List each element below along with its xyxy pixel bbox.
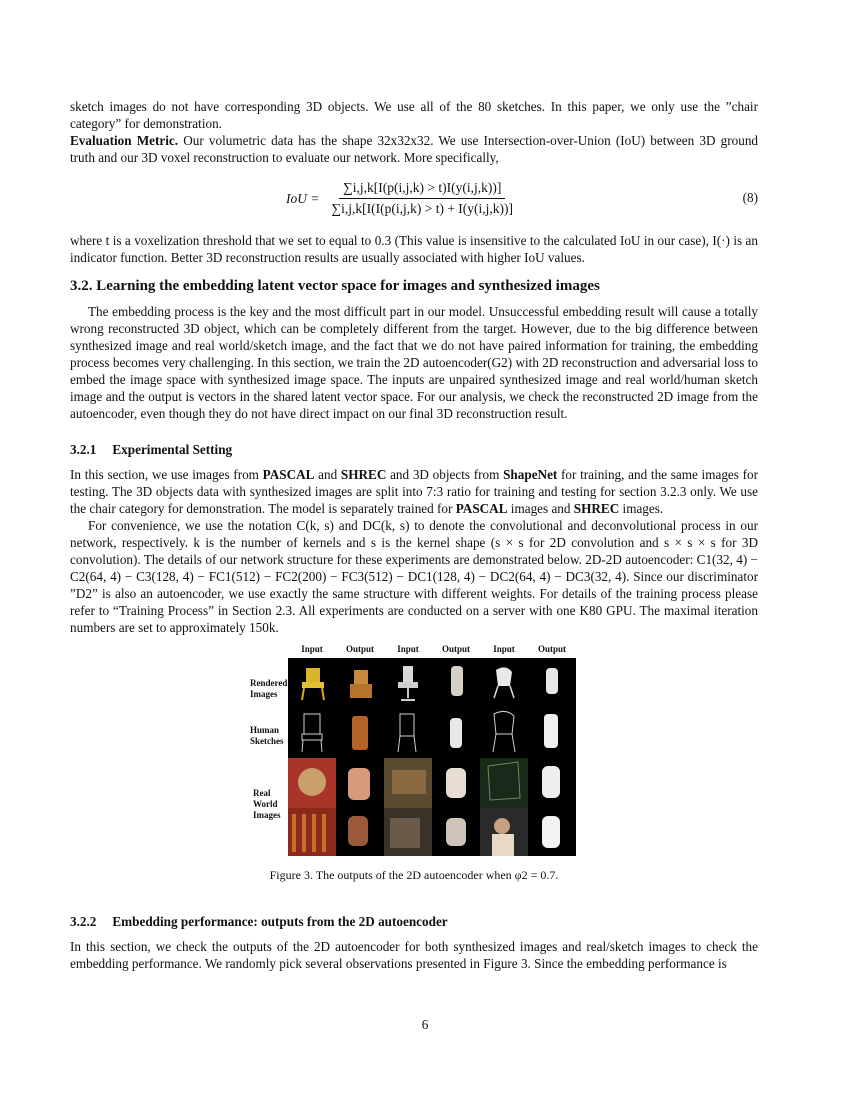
- text-run: and 3D objects from: [386, 467, 504, 482]
- figure-col-label: Input: [397, 644, 419, 654]
- dataset-shapenet: ShapeNet: [503, 467, 558, 482]
- evaluation-metric-text: Our volumetric data has the shape 32x32x32. We use Intersection-over-Union (IoU) between 3D ground truth and our 3D voxel reconstruction to evaluate our network. More specifically,: [70, 133, 759, 165]
- dataset-pascal: PASCAL: [455, 501, 508, 516]
- experimental-setting-paragraph-1: [70, 466, 758, 517]
- intro-paragraph: sketch images do not have corresponding 3D objects. We use all of the 80 sketches. In this paper, we only use the ”chair category” for demonstration.: [70, 99, 758, 131]
- page-body: [70, 98, 758, 972]
- section-3-2-1-heading: [70, 442, 758, 458]
- real-image-output-2: [446, 768, 466, 846]
- real-image-input-3: [480, 758, 528, 856]
- rendered-chair-input-2: [398, 666, 418, 700]
- text-run: and: [314, 467, 341, 482]
- dataset-shrec: SHREC: [340, 467, 387, 482]
- section-3-2-1-title: Experimental Setting: [112, 442, 233, 457]
- equation-number: (8): [742, 190, 758, 205]
- equation-lhs: IoU =: [286, 190, 320, 206]
- after-equation-paragraph: where t is a voxelization threshold that we set to equal to 0.3 (This value is insensitive to the calculated IoU in our case), I(·) is an indicator function. Better 3D reconstruction results are usually associated with higher IoU values.: [70, 233, 758, 265]
- evaluation-metric-paragraph: [70, 132, 758, 166]
- sketch-chair-output-1: [352, 716, 368, 750]
- figure-col-label: Output: [441, 644, 470, 654]
- embedding-performance-paragraph: In this section, we check the outputs of the 2D autoencoder for both synthesized images and real/sketch images to check the embedding performance. We randomly pick several observations presented in Figure 3. Since the embedding performance is: [70, 939, 758, 971]
- rendered-chair-output-2: [451, 666, 463, 696]
- rendered-chair-input-3: [494, 667, 514, 698]
- rendered-chair-output-1: [350, 670, 372, 698]
- figure-row-label: Rendered Images: [250, 678, 288, 699]
- section-3-2-heading: 3.2. Learning the embedding latent vector space for images and synthesized images: [70, 278, 600, 294]
- section-3-2-paragraph: The embedding process is the key and the most difficult part in our model. Unsuccessful embedding result will cause a totally wrong reconstructed 3D object, which can be completely different from the target. However, due to the big difference between synthesized image and real world/sketch image, and the fact that we do not have paired information for training, the embedding process becomes very challenging. In this section, we train the 2D autoencoder(G2) with 2D reconstruction and adversarial loss to embed the image space with synthesized image space. The inputs are unpaired synthesized image and real world/human sketch image and the output is vectors in the shared latent vector space. For our analysis, we check the reconstructed 2D image from the autoencoder, even though they do not have direct impact on our final 3D reconstruction result.: [70, 304, 758, 421]
- equation-numerator: ∑i,j,k[I(p(i,j,k) > t)I(y(i,j,k))]: [339, 180, 505, 199]
- section-3-2-2-number: 3.2.2: [70, 914, 97, 929]
- sketch-chair-output-3: [544, 714, 558, 748]
- figure-col-label: Input: [493, 644, 515, 654]
- figure-col-label: Output: [345, 644, 374, 654]
- figure-col-label: Input: [301, 644, 323, 654]
- figure-col-label: Output: [537, 644, 566, 654]
- text-run: for training, and the same images for testing. The 3D objects data with synthesized images are split into 7:3 ratio for training and testing for section 3.2.3 only. We use the chair category for demonstration. The model is separately trained for: [70, 467, 758, 516]
- section-3-2-1-number: 3.2.1: [70, 442, 97, 457]
- real-image-input-1: [288, 758, 336, 856]
- text-run: In this section, we use images from: [70, 467, 263, 482]
- text-run: images.: [619, 501, 664, 516]
- evaluation-metric-title: Evaluation Metric.: [70, 133, 179, 148]
- figure-image-grid: [288, 658, 576, 856]
- sketch-chair-input-2: [398, 714, 416, 752]
- real-image-output-1: [348, 768, 370, 846]
- figure-3: [70, 644, 758, 882]
- section-3-2-2-heading: [70, 914, 758, 930]
- figure-row-label: Real World Images: [253, 788, 281, 820]
- sketch-chair-input-3: [493, 711, 515, 752]
- rendered-chair-input-1: [302, 668, 324, 700]
- dataset-pascal: PASCAL: [262, 467, 315, 482]
- equation-denominator: ∑i,j,k[I(I(p(i,j,k) > t) + I(y(i,j,k))]: [331, 201, 514, 216]
- sketch-chair-output-2: [450, 718, 462, 748]
- real-image-output-3: [542, 766, 560, 848]
- figure-row-label: Human Sketches: [250, 725, 284, 746]
- dataset-shrec: SHREC: [573, 501, 620, 516]
- iou-equation: [70, 170, 758, 226]
- equation-fraction: [327, 180, 517, 217]
- real-image-input-2: [384, 758, 432, 856]
- sketch-chair-input-1: [302, 714, 322, 752]
- figure-thumbnails: [288, 658, 576, 856]
- experimental-setting-paragraph-2: For convenience, we use the notation C(k, s) and DC(k, s) to denote the convolutional and deconvolutional process in our network, respectively. k is the number of kernels and s is the kernel shape (s × s for 2D convolution and s × s × s for 3D convolution). The details of our network structure for these experiments are demonstrated below. 2D-2D autoencoder: C1(32, 4) − C2(64, 4) − C3(128, 4) − FC1(512) − FC2(200) − FC3(512) − DC1(128, 4) − DC2(64, 4) − DC3(32, 4). Since our discriminator ”D2” is also an autoencoder, we use exactly the same structure with different weights. For details of the training process please refer to “Training Process” in Section 2.3. All experiments are conducted on a server with one K80 GPU. The maximal iteration numbers are set to approximately 150k.: [70, 518, 758, 635]
- section-3-2-2-title: Embedding performance: outputs from the 2D autoencoder: [112, 914, 448, 929]
- figure-3-caption: Figure 3. The outputs of the 2D autoencoder when φ2 = 0.7.: [269, 868, 559, 882]
- rendered-chair-output-3: [546, 668, 558, 694]
- page-number: 6: [421, 1017, 429, 1032]
- text-run: images and: [507, 501, 574, 516]
